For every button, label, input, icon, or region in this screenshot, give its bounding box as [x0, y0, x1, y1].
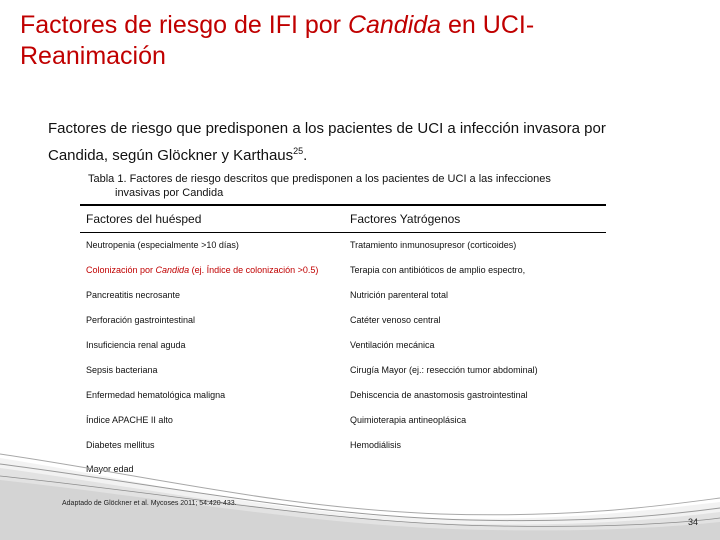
- iatrogenic-factor-cell: Nutrición parenteral total: [350, 290, 449, 301]
- iatrogenic-factor-cell: Quimioterapia antineoplásica: [350, 414, 467, 425]
- risk-factors-table: [80, 204, 606, 482]
- table-row: [80, 407, 606, 432]
- iatrogenic-factor-cell: Ventilación mecánica: [350, 340, 435, 350]
- host-factor-cell: Pancreatitis necrosante: [86, 290, 181, 301]
- table-row: [80, 333, 606, 358]
- intro-reference: 25: [293, 146, 304, 156]
- colonization-cell: [80, 258, 344, 283]
- header-iatrogenic-factors: Factores Yatrógenos: [344, 205, 606, 233]
- host-factor-cell: Insuficiencia renal aguda: [86, 340, 186, 350]
- table-row: [80, 283, 606, 308]
- iatrogenic-factor-cell: Hemodiálisis: [350, 439, 402, 450]
- title-suffix: en UCI-Reanimación: [20, 11, 535, 70]
- title-prefix: Factores de riesgo de IFI por: [20, 11, 348, 39]
- iatrogenic-factor-cell: Terapia con antibióticos de amplio espectro,: [350, 265, 526, 276]
- table-row: [80, 258, 606, 283]
- table-row: [80, 308, 606, 333]
- iatrogenic-factor-cell: Dehiscencia de anastomosis gastrointestinal: [350, 389, 528, 400]
- slide-title: [20, 10, 640, 72]
- caption-line-1: Tabla 1. Factores de riesgo descritos que predisponen a los pacientes de UCI a las infecciones: [88, 173, 551, 185]
- colonization-prefix: Colonización por: [86, 265, 156, 276]
- source-footnote: Adaptado de Glöckner et al. Mycoses 2011; 54:420-433.: [62, 500, 237, 507]
- intro-text: Factores de riesgo que predisponen a los pacientes de UCI a infección invasora por Candida, según Glöckner y Karthaus: [48, 120, 606, 164]
- intro-paragraph: [48, 118, 608, 167]
- host-factor-cell: Perforación gastrointestinal: [86, 315, 196, 326]
- table-row: [80, 233, 606, 258]
- table-row: [80, 357, 606, 382]
- page-number: 34: [688, 517, 699, 527]
- table-header-row: [80, 205, 606, 233]
- host-factor-cell: Diabetes mellitus: [86, 439, 155, 450]
- colonization-suffix: (ej. Índice de colonización >0.5): [189, 265, 319, 276]
- title-italic: Candida: [347, 11, 442, 39]
- iatrogenic-factor-cell: Catéter venoso central: [350, 315, 441, 326]
- intro-end: .: [303, 147, 308, 164]
- host-factor-cell: Neutropenia (especialmente >10 días): [86, 240, 239, 251]
- host-factor-cell: Enfermedad hematológica maligna: [86, 389, 226, 400]
- host-factor-cell: Índice APACHE II alto: [86, 414, 173, 425]
- table-caption: [88, 172, 608, 200]
- header-host-factors: Factores del huésped: [80, 205, 344, 233]
- decorative-waves: [0, 450, 720, 540]
- host-factor-cell: Sepsis bacteriana: [86, 364, 158, 375]
- caption-line-2: invasivas por Candida: [115, 187, 224, 199]
- colonization-italic: Candida: [155, 265, 190, 276]
- table-row: [80, 382, 606, 407]
- iatrogenic-factor-cell: Cirugía Mayor (ej.: resección tumor abdominal): [350, 364, 538, 375]
- iatrogenic-factor-cell: Tratamiento inmunosupresor (corticoides): [350, 240, 517, 251]
- host-factor-cell: Mayor edad: [86, 464, 134, 475]
